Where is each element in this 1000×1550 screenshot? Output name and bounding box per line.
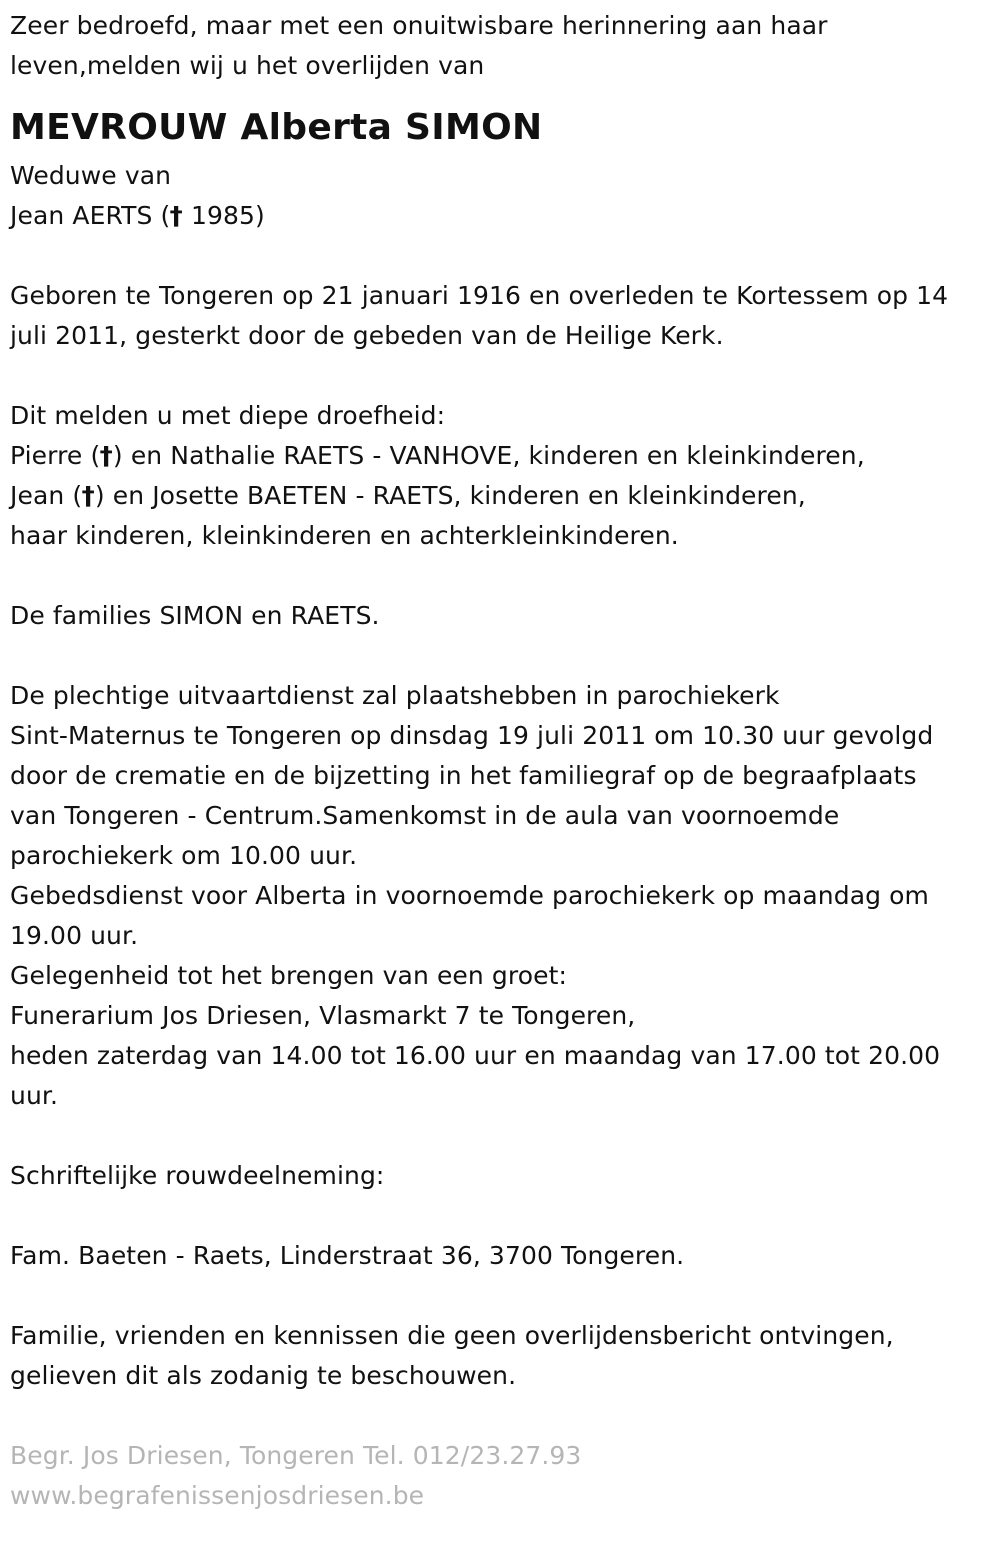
announcer-row-2 — [10, 476, 995, 516]
announcer-row-3: haar kinderen, kleinkinderen en achterkleinkinderen. — [10, 521, 679, 550]
service-line: Funerarium Jos Driesen, Vlasmarkt 7 te Tongeren, — [10, 1001, 636, 1030]
service-line: De plechtige uitvaartdienst zal plaatshebben in parochiekerk — [10, 681, 780, 710]
service-line: Sint-Maternus te Tongeren op dinsdag 19 juli 2011 om 10.30 uur gevolgd — [10, 721, 934, 750]
spacer — [10, 86, 995, 100]
announcer-row-2-prefix: Jean ( — [10, 481, 83, 510]
announcer-row-1-suffix: ) en Nathalie RAETS - VANHOVE, kinderen en kleinkinderen, — [112, 441, 865, 470]
service-line: Gebedsdienst voor Alberta in voornoemde parochiekerk op maandag om — [10, 881, 930, 910]
widow-of-label: Weduwe van — [10, 161, 172, 190]
spouse-prefix: Jean AERTS ( — [10, 201, 171, 230]
service-line: 19.00 uur. — [10, 921, 139, 950]
spacer — [10, 236, 995, 276]
spouse-suffix: 1985) — [182, 201, 265, 230]
spacer — [10, 1196, 995, 1236]
spacer — [10, 1276, 995, 1316]
deceased-name: MEVROUW Alberta SIMON — [10, 107, 543, 148]
obituary-document — [10, 6, 995, 1516]
cross-icon: † — [81, 481, 96, 510]
intro-line-2: leven,melden wij u het overlijden van — [10, 51, 485, 80]
service-line: van Tongeren - Centrum.Samenkomst in de aula van voornoemde — [10, 801, 840, 830]
footer-website-link[interactable]: www.begrafenissenjosdriesen.be — [10, 1481, 425, 1510]
birth-death-line-1: Geboren te Tongeren op 21 januari 1916 en overleden te Kortessem op 14 — [10, 281, 949, 310]
announcer-row-2-suffix: ) en Josette BAETEN - RAETS, kinderen en kleinkinderen, — [94, 481, 806, 510]
birth-death-line-2: juli 2011, gesterkt door de gebeden van de Heilige Kerk. — [10, 321, 724, 350]
condolence-label: Schriftelijke rouwdeelneming: — [10, 1161, 385, 1190]
families-line: De families SIMON en RAETS. — [10, 601, 380, 630]
condolence-address: Fam. Baeten - Raets, Linderstraat 36, 3700 Tongeren. — [10, 1241, 685, 1270]
announcers-intro: Dit melden u met diepe droefheid: — [10, 401, 446, 430]
intro-line-1: Zeer bedroefd, maar met een onuitwisbare herinnering aan haar — [10, 11, 828, 40]
spacer — [10, 556, 995, 596]
announcer-row-1 — [10, 436, 995, 476]
service-line: door de crematie en de bijzetting in het familiegraf op de begraafplaats — [10, 761, 917, 790]
spacer — [10, 356, 995, 396]
spacer — [10, 636, 995, 676]
notice-line-1: Familie, vrienden en kennissen die geen overlijdensbericht ontvingen, — [10, 1321, 894, 1350]
announcer-row-1-prefix: Pierre ( — [10, 441, 101, 470]
service-line: uur. — [10, 1081, 59, 1110]
footer-funeral-home: Begr. Jos Driesen, Tongeren Tel. 012/23.27.93 — [10, 1441, 582, 1470]
spacer — [10, 1116, 995, 1156]
service-line: Gelegenheid tot het brengen van een groet: — [10, 961, 568, 990]
cross-icon: † — [170, 201, 184, 230]
notice-line-2: gelieven dit als zodanig te beschouwen. — [10, 1361, 517, 1390]
service-line: heden zaterdag van 14.00 tot 16.00 uur en maandag van 17.00 tot 20.00 — [10, 1041, 941, 1070]
cross-icon: † — [99, 441, 114, 470]
service-line: parochiekerk om 10.00 uur. — [10, 841, 358, 870]
spacer — [10, 1396, 995, 1436]
spouse-line — [10, 196, 995, 236]
